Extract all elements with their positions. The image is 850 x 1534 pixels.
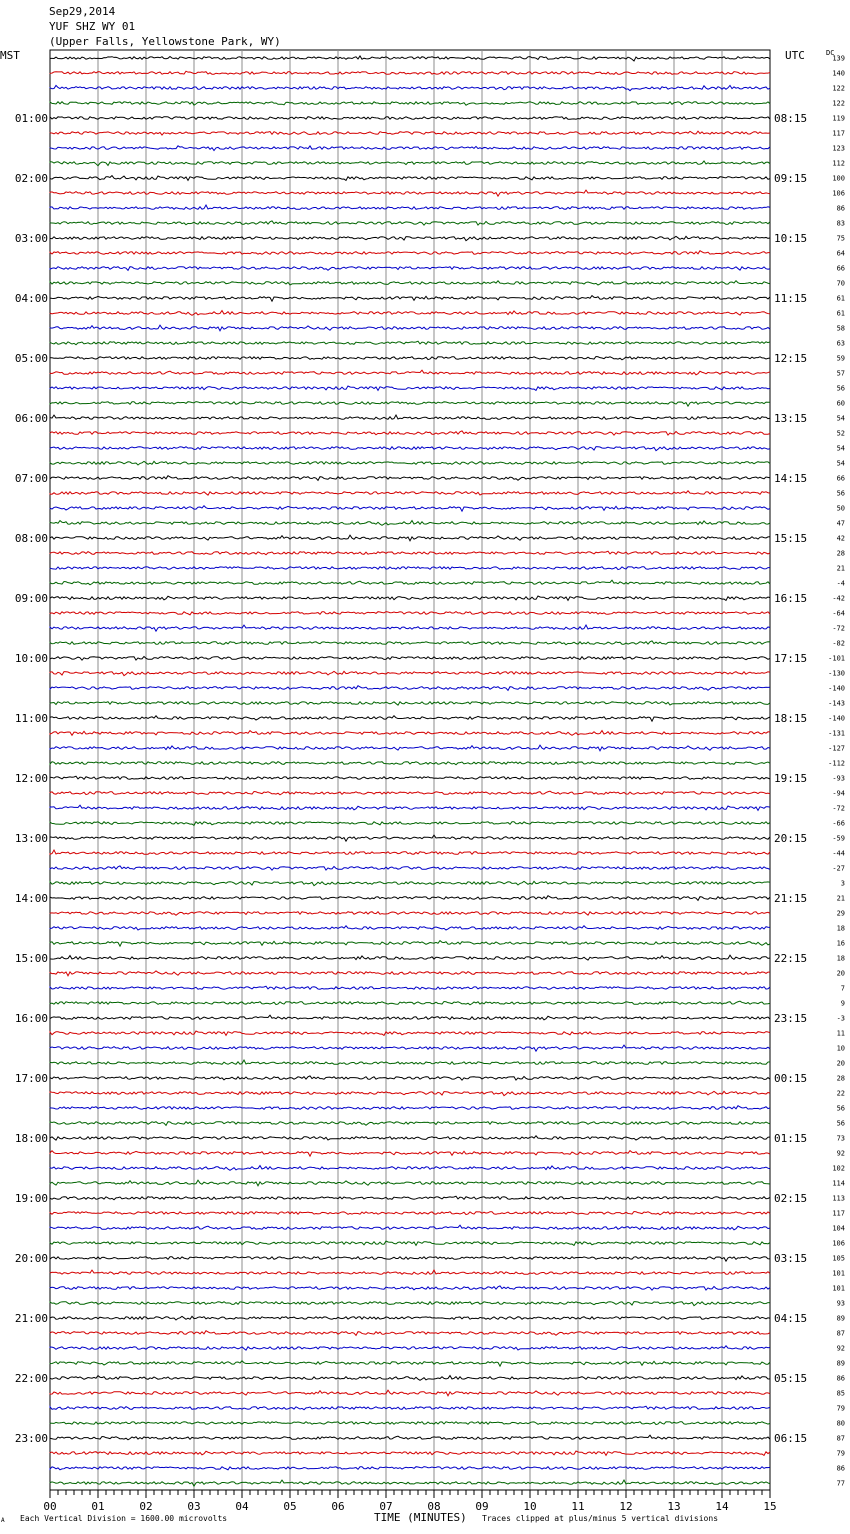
dc-offset-label: -140	[828, 684, 845, 693]
dc-offset-label: -82	[832, 639, 845, 648]
x-axis	[43, 1490, 776, 1513]
right-hour-label: 11:15	[774, 292, 808, 305]
right-hour-label: 14:15	[774, 472, 808, 485]
dc-offset-label: 80	[836, 1419, 845, 1428]
dc-offset-label: -112	[828, 759, 845, 768]
dc-offset-label: 20	[836, 969, 845, 978]
trace-line	[50, 146, 770, 151]
right-hour-label: 13:15	[774, 412, 808, 425]
dc-offset-label: 54	[836, 414, 845, 423]
dc-offset-label: -72	[832, 624, 845, 633]
dc-offset-label: 87	[836, 1329, 845, 1338]
dc-offset-label: -143	[828, 699, 845, 708]
dc-offset-label: 16	[836, 939, 845, 948]
dc-offset-label: 61	[836, 309, 845, 318]
trace-line	[50, 805, 770, 810]
dc-offset-label: 77	[836, 1479, 845, 1488]
dc-offset-label: 114	[832, 1179, 845, 1188]
right-hour-label: 16:15	[774, 592, 808, 605]
dc-offset-label: -59	[832, 834, 845, 843]
right-hour-label: 15:15	[774, 532, 808, 545]
trace-line	[50, 1331, 770, 1336]
left-hour-label: 15:00	[14, 952, 48, 965]
dc-offset-label: 18	[836, 924, 845, 933]
right-hour-label: 08:15	[774, 112, 808, 125]
dc-offset-label: 86	[836, 204, 845, 213]
trace-line	[50, 850, 770, 855]
trace-line	[50, 506, 770, 511]
trace-line	[50, 341, 770, 345]
trace-line	[50, 1257, 770, 1262]
left-hour-label: 09:00	[14, 592, 48, 605]
trace-line	[50, 986, 770, 989]
dc-offset-label: 73	[836, 1134, 845, 1143]
trace-line	[50, 386, 770, 390]
x-tick-label: 06	[331, 1500, 345, 1513]
trace-line	[50, 1060, 770, 1064]
trace-line	[50, 190, 770, 196]
left-hour-label: 05:00	[14, 352, 48, 365]
dc-offset-label: 61	[836, 294, 845, 303]
left-hour-label: 08:00	[14, 532, 48, 545]
dc-offset-label: 122	[832, 84, 845, 93]
trace-line	[50, 102, 770, 105]
dc-offset-label: 29	[836, 909, 845, 918]
dc-offset-label: 56	[836, 384, 845, 393]
trace-line	[50, 912, 770, 916]
trace-line	[50, 1241, 770, 1245]
right-hour-label: 02:15	[774, 1192, 808, 1205]
trace-line	[50, 866, 770, 870]
dc-offset-label: 9	[840, 999, 845, 1008]
dc-offset-label: 102	[832, 1164, 845, 1173]
dc-offset-label: 57	[836, 369, 845, 378]
right-hour-label: 20:15	[774, 832, 808, 845]
left-hour-label: 13:00	[14, 832, 48, 845]
dc-offset-label: -72	[832, 804, 845, 813]
dc-offset-label: 56	[836, 489, 845, 498]
x-tick-label: 12	[619, 1500, 633, 1513]
x-tick-label: 00	[43, 1500, 57, 1513]
dc-offset-label: 123	[832, 144, 845, 153]
dc-offset-label: 54	[836, 459, 845, 468]
dc-offset-label: 92	[836, 1344, 845, 1353]
trace-line	[50, 1376, 770, 1381]
trace-line	[50, 521, 770, 526]
trace-line	[50, 415, 770, 419]
dc-offset-label: 113	[832, 1194, 845, 1203]
trace-line	[50, 205, 770, 209]
x-tick-label: 02	[139, 1500, 153, 1513]
trace-line	[50, 131, 770, 135]
clip-note: Traces clipped at plus/minus 5 vertical divisions	[482, 1514, 719, 1523]
left-hour-label: 17:00	[14, 1072, 48, 1085]
dc-offset-label: -94	[832, 789, 845, 798]
dc-offset-label: -3	[836, 1014, 845, 1023]
left-hour-label: 23:00	[14, 1432, 48, 1445]
dc-column-label: DC	[826, 49, 835, 57]
trace-line	[50, 656, 770, 660]
trace-line	[50, 625, 770, 631]
trace-line	[50, 671, 770, 675]
right-hour-label: 23:15	[774, 1012, 808, 1025]
dc-offset-label: 70	[836, 279, 845, 288]
dc-offset-label: 140	[832, 69, 845, 78]
dc-offset-label: 117	[832, 1209, 845, 1218]
x-tick-label: 01	[91, 1500, 105, 1513]
right-hour-label: 06:15	[774, 1432, 808, 1445]
trace-line	[50, 402, 770, 407]
dc-offset-label: 117	[832, 129, 845, 138]
trace-line	[50, 1211, 770, 1214]
dc-offset-label: -140	[828, 714, 845, 723]
trace-line	[50, 1361, 770, 1366]
dc-offset-label: 21	[836, 894, 845, 903]
right-hour-label: 18:15	[774, 712, 808, 725]
dc-offset-label: 75	[836, 234, 845, 243]
corner-mark: A	[1, 1517, 5, 1524]
x-tick-label: 09	[475, 1500, 489, 1513]
trace-line	[50, 311, 770, 316]
trace-line	[50, 1390, 770, 1396]
x-tick-label: 05	[283, 1500, 297, 1513]
trace-line	[50, 1480, 770, 1486]
left-hour-label: 20:00	[14, 1252, 48, 1265]
trace-line	[50, 491, 770, 495]
scale-note: Each Vertical Division = 1600.00 microvolts	[20, 1514, 228, 1523]
left-hour-label: 07:00	[14, 472, 48, 485]
trace-line	[50, 1451, 770, 1455]
dc-offset-label: 56	[836, 1104, 845, 1113]
trace-line	[50, 896, 770, 901]
trace-line	[50, 926, 770, 930]
trace-line	[50, 267, 770, 271]
dc-offset-label: 20	[836, 1059, 845, 1068]
left-hour-label: 01:00	[14, 112, 48, 125]
left-hour-label: 10:00	[14, 652, 48, 665]
right-hour-label: 17:15	[774, 652, 808, 665]
trace-line	[50, 612, 770, 615]
dc-offset-label: 50	[836, 504, 845, 513]
trace-line	[50, 1106, 770, 1110]
dc-offset-label: 52	[836, 429, 845, 438]
left-hour-label: 04:00	[14, 292, 48, 305]
right-hour-label: 22:15	[774, 952, 808, 965]
dc-offset-label: 66	[836, 474, 845, 483]
dc-offset-labels	[828, 55, 845, 1488]
dc-offset-label: 122	[832, 99, 845, 108]
right-timezone-label: UTC	[785, 49, 805, 62]
trace-line	[50, 791, 770, 795]
trace-line	[50, 1270, 770, 1274]
left-hour-label: 22:00	[14, 1372, 48, 1385]
right-hour-label: 09:15	[774, 172, 808, 185]
trace-line	[50, 1001, 770, 1005]
trace-line	[50, 1406, 770, 1410]
trace-line	[50, 431, 770, 435]
trace-line	[50, 971, 770, 976]
trace-line	[50, 1196, 770, 1200]
trace-line	[50, 686, 770, 691]
dc-offset-label: 89	[836, 1314, 845, 1323]
dc-offset-label: -93	[832, 774, 845, 783]
header-station: YUF SHZ WY 01	[49, 20, 136, 33]
trace-line	[50, 296, 770, 302]
trace-line	[50, 1346, 770, 1350]
dc-offset-label: 47	[836, 519, 845, 528]
dc-offset-label: 93	[836, 1299, 845, 1308]
right-hour-label: 04:15	[774, 1312, 808, 1325]
dc-offset-label: -27	[832, 864, 845, 873]
trace-line	[50, 370, 770, 375]
trace-line	[50, 1225, 770, 1230]
trace-line	[50, 1151, 770, 1157]
dc-offset-label: 28	[836, 549, 845, 558]
trace-line	[50, 447, 770, 451]
left-hour-label: 12:00	[14, 772, 48, 785]
dc-offset-label: -131	[828, 729, 845, 738]
dc-offset-label: 139	[832, 54, 845, 63]
left-hour-label: 18:00	[14, 1132, 48, 1145]
dc-offset-label: 22	[836, 1089, 845, 1098]
dc-offset-label: 10	[836, 1044, 845, 1053]
dc-offset-label: 28	[836, 1074, 845, 1083]
left-hour-label: 11:00	[14, 712, 48, 725]
trace-line	[50, 580, 770, 585]
trace-line	[50, 85, 770, 90]
trace-line	[50, 476, 770, 481]
trace-line	[50, 161, 770, 166]
dc-offset-label: -64	[832, 609, 845, 618]
trace-line	[50, 1091, 770, 1095]
x-tick-label: 04	[235, 1500, 249, 1513]
header-location: (Upper Falls, Yellowstone Park, WY)	[49, 35, 281, 48]
dc-offset-label: 79	[836, 1449, 845, 1458]
dc-offset-label: 92	[836, 1149, 845, 1158]
x-tick-label: 15	[763, 1500, 777, 1513]
dc-offset-label: 104	[832, 1224, 845, 1233]
left-hour-label: 06:00	[14, 412, 48, 425]
trace-line	[50, 596, 770, 600]
trace-line	[50, 1180, 770, 1186]
left-hour-label: 02:00	[14, 172, 48, 185]
dc-offset-label: 106	[832, 1239, 845, 1248]
x-tick-label: 13	[667, 1500, 681, 1513]
trace-line	[50, 1316, 770, 1320]
trace-line	[50, 117, 770, 120]
dc-offset-label: 86	[836, 1374, 845, 1383]
dc-offset-label: 105	[832, 1254, 845, 1263]
trace-line	[50, 731, 770, 736]
trace-line	[50, 762, 770, 765]
trace-line	[50, 251, 770, 255]
trace-line	[50, 1045, 770, 1051]
trace-line	[50, 955, 770, 960]
right-hour-label: 12:15	[774, 352, 808, 365]
trace-line	[50, 1467, 770, 1470]
x-tick-label: 14	[715, 1500, 729, 1513]
trace-line	[50, 1136, 770, 1140]
trace-line	[50, 236, 770, 240]
trace-line	[50, 641, 770, 645]
left-hour-label: 03:00	[14, 232, 48, 245]
trace-line	[50, 221, 770, 225]
trace-line	[50, 835, 770, 841]
trace-line	[50, 745, 770, 751]
right-hour-label: 03:15	[774, 1252, 808, 1265]
dc-offset-label: -44	[832, 849, 845, 858]
trace-line	[50, 1122, 770, 1126]
left-timezone-label: MST	[0, 49, 20, 62]
trace-line	[50, 881, 770, 885]
dc-offset-label: 3	[840, 879, 845, 888]
left-hour-label: 19:00	[14, 1192, 48, 1205]
trace-line	[50, 702, 770, 705]
trace-line	[50, 1015, 770, 1020]
trace-line	[50, 776, 770, 779]
x-tick-label: 11	[571, 1500, 585, 1513]
x-tick-label: 08	[427, 1500, 441, 1513]
dc-offset-label: 79	[836, 1404, 845, 1413]
dc-offset-label: -4	[836, 579, 845, 588]
dc-offset-label: -130	[828, 669, 845, 678]
trace-group	[50, 56, 770, 1486]
right-hour-label: 21:15	[774, 892, 808, 905]
dc-offset-label: 18	[836, 954, 845, 963]
trace-line	[50, 1286, 770, 1290]
trace-line	[50, 941, 770, 947]
dc-offset-label: 83	[836, 219, 845, 228]
dc-offset-label: 56	[836, 1119, 845, 1128]
dc-offset-label: 89	[836, 1359, 845, 1368]
trace-line	[50, 56, 770, 61]
x-tick-label: 03	[187, 1500, 201, 1513]
trace-line	[50, 567, 770, 570]
dc-offset-label: 21	[836, 564, 845, 573]
trace-line	[50, 1076, 770, 1080]
x-tick-label: 10	[523, 1500, 537, 1513]
left-hour-label: 14:00	[14, 892, 48, 905]
trace-line	[50, 822, 770, 826]
trace-line	[50, 461, 770, 465]
right-hour-label: 00:15	[774, 1072, 808, 1085]
right-hour-label: 10:15	[774, 232, 808, 245]
dc-offset-label: -66	[832, 819, 845, 828]
dc-offset-label: -127	[828, 744, 845, 753]
dc-offset-label: 106	[832, 189, 845, 198]
dc-offset-label: 11	[836, 1029, 845, 1038]
dc-offset-label: 101	[832, 1284, 845, 1293]
trace-line	[50, 1302, 770, 1306]
trace-line	[50, 71, 770, 74]
dc-offset-label: 112	[832, 159, 845, 168]
x-tick-label: 07	[379, 1500, 393, 1513]
x-axis-title: TIME (MINUTES)	[374, 1511, 467, 1524]
dc-offset-label: 101	[832, 1269, 845, 1278]
dc-offset-label: 54	[836, 444, 845, 453]
dc-offset-label: 60	[836, 399, 845, 408]
trace-line	[50, 1435, 770, 1440]
left-hour-label: 21:00	[14, 1312, 48, 1325]
dc-offset-label: 100	[832, 174, 845, 183]
dc-offset-label: 63	[836, 339, 845, 348]
dc-offset-label: 58	[836, 324, 845, 333]
left-hour-label: 16:00	[14, 1012, 48, 1025]
trace-line	[50, 356, 770, 359]
dc-offset-label: -42	[832, 594, 845, 603]
dc-offset-label: 87	[836, 1434, 845, 1443]
dc-offset-label: 42	[836, 534, 845, 543]
trace-line	[50, 325, 770, 331]
dc-offset-label: 86	[836, 1464, 845, 1473]
trace-line	[50, 176, 770, 181]
header-date: Sep29,2014	[49, 5, 116, 18]
trace-line	[50, 716, 770, 721]
dc-offset-label: 7	[840, 984, 845, 993]
dc-offset-label: 85	[836, 1389, 845, 1398]
right-hour-label: 19:15	[774, 772, 808, 785]
trace-line	[50, 1031, 770, 1035]
right-hour-label: 01:15	[774, 1132, 808, 1145]
dc-offset-label: 59	[836, 354, 845, 363]
dc-offset-label: 119	[832, 114, 845, 123]
right-hour-label: 05:15	[774, 1372, 808, 1385]
trace-line	[50, 1166, 770, 1171]
trace-line	[50, 281, 770, 285]
dc-offset-label: 66	[836, 264, 845, 273]
trace-line	[50, 1422, 770, 1425]
trace-line	[50, 535, 770, 541]
dc-offset-label: -101	[828, 654, 845, 663]
dc-offset-label: 64	[836, 249, 845, 258]
trace-line	[50, 551, 770, 555]
